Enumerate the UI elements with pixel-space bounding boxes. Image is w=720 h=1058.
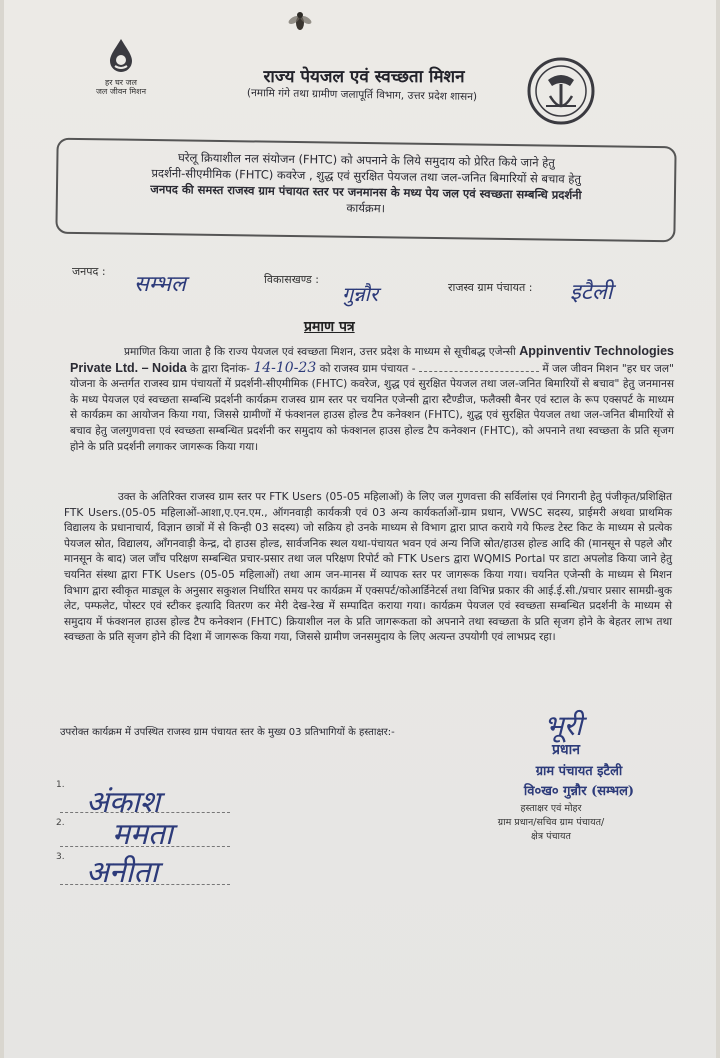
block-label: विकासखण्ड : [264,273,320,286]
participants-intro: उपरोक्त कार्यक्रम में उपस्थित राजस्व ग्राम पंचायत स्तर के मुख्य 03 प्रतिभागियों के हस्ताक्षर:- [60,727,395,738]
certificate-paragraph-1 [70,344,674,455]
participant-1-number: 1. [56,780,65,790]
footer-line-1: हस्ताक्षर एवं मोहर [520,803,582,814]
certificate-title: प्रमाण पत्र [304,319,355,335]
panchayat-blank [419,361,539,372]
location-fields [4,258,716,308]
block-value: गुन्नौर [342,282,379,306]
program-line-4: कार्यक्रम। [346,200,386,216]
fly-icon [286,8,314,36]
program-date: 14-10-23 [253,359,317,376]
pradhan-signature: भूरी [544,709,583,742]
footer-line-3: क्षेत्र पंचायत [531,831,571,842]
panchayat-stamp [494,762,664,802]
participant-1-signature: अंकाश [86,785,161,820]
district-value: सम्भल [134,272,186,297]
program-line-3: जनपद की समस्त राजस्व ग्राम पंचायत स्तर पर जनमानस के मध्य पेय जल एवं स्वच्छता सम्बन्धि प्रदर्शनी [150,181,582,203]
para1-part1: प्रमाणित किया जाता है कि राज्य पेयजल एवं स्वच्छता मिशन, उत्तर प्रदेश के माध्यम से सूचीबद्ध एजेन्सी [124,346,516,358]
para1-part4: में जल जीवन मिशन "हर घर जल" योजना के अन्तर्गत राजस्व ग्राम पंचायतों में प्रदर्शनी-सीएमीमिक (FHTC) कवरेज, शुद्ध एवं सुरक्षित पेयजल तथा जल-जनित बिमारियों से बचाव" हेतु जनमानस के मध्य पेयजल एवं स्वच्छता सम्बन्धि प्रदर्शनी कार्यक्रम राजस्व ग्राम स्तर पर चयनित एजेन्सी द्वारा स्टैण्डीज, फलैक्सी बैनर एवं स्टाल के रूप एक्सपर्ट के माध्यम से कार्यक्रम का आयोजन किया गया, जिससे ग्रामीणों में फंक्शनल हाउस होल्ड टैप कनेक्शन (FHTC), शुद्ध एवं सुरक्षित पेयजल तथा जल-जनित बीमारियों से बचाव हेतु जलगुणवत्ता एवं स्वच्छता सम्बन्धित प्रदर्शनी कर समुदाय को फंक्शनल हाउस होल्ड टैप कनेक्शन (FHTC), को अपनाने तथा स्वच्छता के प्रति सृजग होने के प्रति प्रदर्शनी लगाकर जागरूक किया गया। [70,362,674,453]
program-line-2: प्रदर्शनी-सीएमीमिक (FHTC) कवरेज , शुद्ध एवं सुरक्षित पेयजल तथा जल-जनित बिमारियों से बचाव हेतु [151,166,582,187]
certificate-paragraph-2: उक्त के अतिरिक्त राजस्व ग्राम स्तर पर FTK Users (05-05 महिलाओं) के लिए जल गुणवत्ता की सर्विलांस एवं निगरानी हेतु पंजीकृत/प्रशिक्षित FTK Users.(05-05 महिलाओं-आशा,ए.एन.एम., ऑगनवाड़ी कार्यकत्री एवं 03 अन्य कार्यकर्ताओं-ग्राम प्रधान, VWSC सदस्य, प्राईमरी अथवा प्राथमिक विद्यालय के प्रधानाचार्य, विज्ञान छात्रों में से किन्ही 03 सदस्य) जो सक्रिय हो उनके माध्यम से विभाग द्वारा प्राप्त कराये गये फिल्ड टेस्ट किट के माध्यम से प्रत्येक पेयजल स्रोत, विद्यालय, आँगनवाड़ी केन्द्र, दो हाउस होल्ड, सार्वजनिक स्थल यथा-पंचायत भवन एवं अन्य निजि स्रोत/हाउस होल्ड आदि की (मानसून से पहले और मानसून के बाद) जल जाँच परिक्षण सम्बन्धित प्रचार-प्रसार तथा जल परिक्षण रिपोर्ट को FTK Users द्वारा WQMIS Portal पर डाटा अपलोड किया जाने हेतु चयनित संस्था द्वारा FTK Users (05-05 महिलाओं) तथा आम जन-मानस में व्यापक स्तर पर जागरूक किया गया। चयनित एजेन्सी के माध्यम से मिशन विभाग द्वारा स्वीकृत माड्यूल के अनुसार सकुशल निर्धारित समय पर कार्यक्रम में एक्सपर्ट/कोआर्डिनेटर्स तथा विभिन्न प्रकार की आई.ई.सी./प्रचार प्रसार सामग्री-बुक लेट, पम्फलेट, पोस्टर एवं स्टीकर इत्यादि वितरण कर मेरी देख-रेख में सम्पादित कराया गया। कार्यक्रम पेयजल एवं स्वच्छता सम्बन्धित प्रदर्शनी के माध्यम से समुदाय में फंक्शनल हाउस होल्ड टैप कनेक्शन (FHTC) क्रियाशील नल के प्रति जागरूकता को अपनाने तथा स्वच्छता के प्रति सृजग होने के बेहतर लाभ तथा स्वच्छता के प्रति सृजग होने की दिशा में जागरूक किया गया, जिससे ग्रामीण जनसमुदाय के लिए अत्यन्त उपयोगी एवं लाभप्रद रहा। [64,491,672,644]
signatory-footer [456,802,646,844]
program-description-box [55,138,676,243]
participant-3-signature: अनीता [86,855,159,890]
water-drop-icon [102,36,140,74]
participant-2-signature: ममता [112,817,173,852]
signature-line-2 [60,846,230,847]
logo-text: हर घर जल [105,78,137,87]
har-ghar-jal-logo [76,36,166,106]
page-subtitle: (नमामि गंगे तथा ग्रामीण जलापूर्ति विभाग, उत्तर प्रदेश शासन) [246,86,478,104]
document-page [4,0,716,1058]
panchayat-value: इटैली [570,280,613,305]
pradhan-role: प्रधान [552,742,580,758]
program-line-1: घरेलू क्रियाशील नल संयोजन (FHTC) को अपनाने के लिये समुदाय को प्रेरित किये जाने हेतु [177,150,555,170]
up-government-emblem-icon [526,56,596,126]
stamp-line-2: वि०ख० गुन्नौर (सम्भल) [523,784,635,799]
para1-part3: को राजस्व ग्राम पंचायत - [319,362,416,375]
para1-part2: के द्वारा दिनांक- [190,362,250,375]
logo-subtext: जल जीवन मिशन [95,87,147,96]
panchayat-label: राजस्व ग्राम पंचायत : [448,281,533,294]
district-label: जनपद : [72,265,106,278]
stamp-line-1: ग्राम पंचायत इटैली [535,764,623,779]
agency-name: Appinventiv Technologies Private Ltd. – Noida [70,344,674,375]
page-title: राज्य पेयजल एवं स्वच्छता मिशन [263,67,465,87]
participant-2-number: 2. [56,818,65,828]
participant-3-number: 3. [56,852,65,862]
signature-line-3 [60,884,230,885]
footer-line-2: ग्राम प्रधान/सचिव ग्राम पंचायत/ [497,817,605,828]
